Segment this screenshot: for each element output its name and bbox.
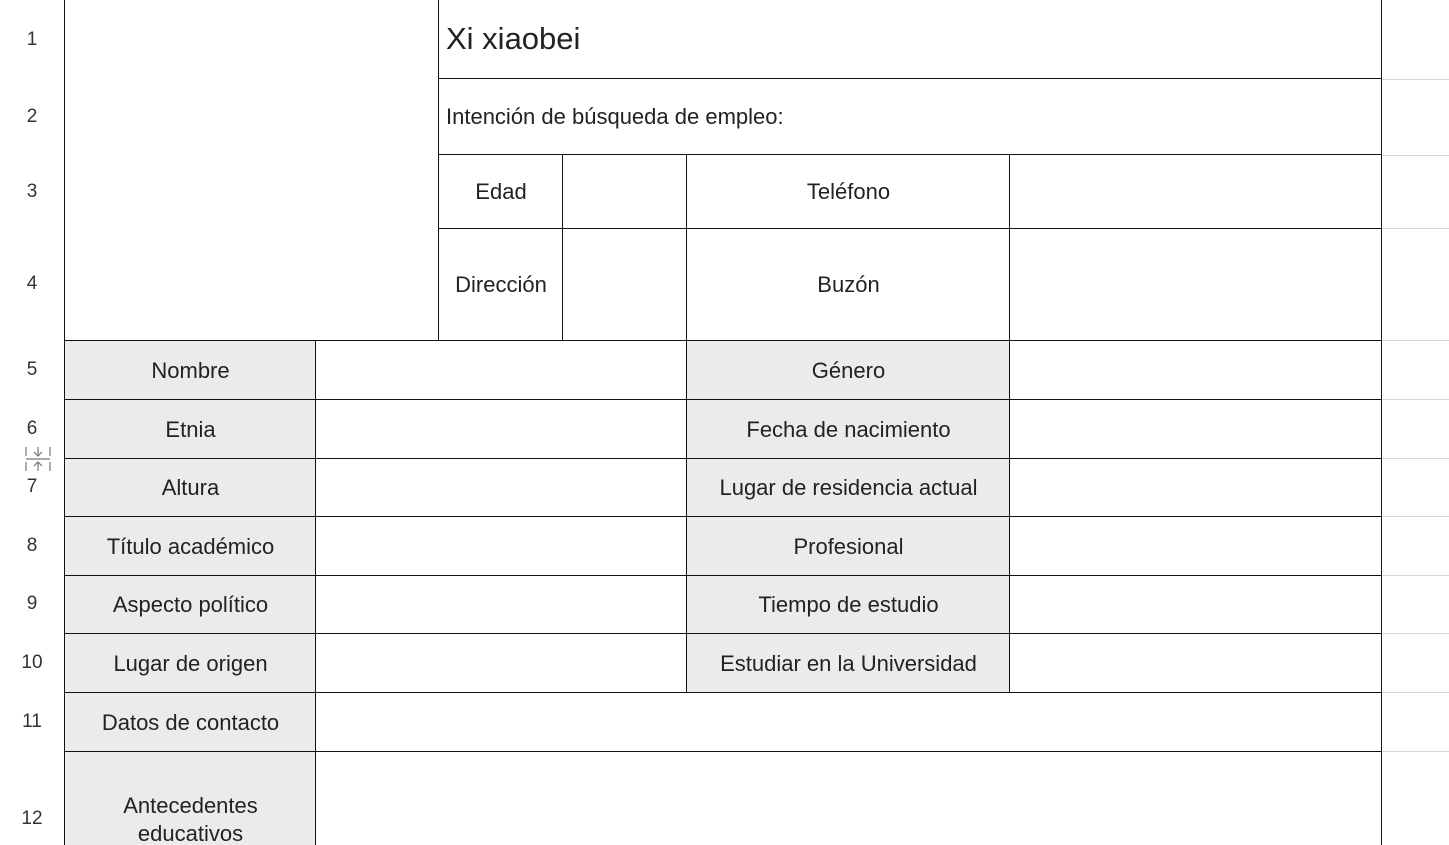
phone-value[interactable]: [1009, 154, 1382, 230]
degree-label[interactable]: Título académico: [64, 516, 317, 577]
row-header-7[interactable]: 7: [0, 458, 64, 516]
gender-value[interactable]: [1009, 340, 1382, 401]
job-intention[interactable]: Intención de búsqueda de empleo:: [438, 78, 1382, 156]
row-header-1[interactable]: 1: [0, 0, 64, 79]
major-value[interactable]: [1009, 516, 1382, 577]
age-label[interactable]: Edad: [438, 154, 564, 230]
mailbox-value[interactable]: [1009, 228, 1382, 342]
row-header-11[interactable]: 11: [0, 692, 64, 751]
residence-value[interactable]: [1009, 458, 1382, 518]
address-value[interactable]: [562, 228, 688, 342]
origin-label[interactable]: Lugar de origen: [64, 633, 317, 694]
major-label[interactable]: Profesional: [686, 516, 1011, 577]
study-time-label[interactable]: Tiempo de estudio: [686, 575, 1011, 635]
row-header-3[interactable]: 3: [0, 155, 64, 228]
gender-label[interactable]: Género: [686, 340, 1011, 401]
contact-value[interactable]: [315, 692, 1382, 753]
name-label[interactable]: Nombre: [64, 340, 317, 401]
political-value[interactable]: [315, 575, 688, 635]
height-label[interactable]: Altura: [64, 458, 317, 518]
political-label[interactable]: Aspecto político: [64, 575, 317, 635]
resume-name[interactable]: Xi xiaobei: [438, 0, 1382, 80]
row-header-4[interactable]: 4: [0, 228, 64, 340]
row-header-12[interactable]: 12: [0, 751, 64, 845]
address-label[interactable]: Dirección: [438, 228, 564, 342]
photo-area[interactable]: [64, 0, 440, 342]
height-value[interactable]: [315, 458, 688, 518]
degree-value[interactable]: [315, 516, 688, 577]
name-value[interactable]: [315, 340, 688, 401]
mailbox-label[interactable]: Buzón: [686, 228, 1011, 342]
phone-label[interactable]: Teléfono: [686, 154, 1011, 230]
university-label[interactable]: Estudiar en la Universidad: [686, 633, 1011, 694]
residence-label[interactable]: Lugar de residencia actual: [686, 458, 1011, 518]
row-header-9[interactable]: 9: [0, 575, 64, 633]
row-header-5[interactable]: 5: [0, 340, 64, 399]
row-header-8[interactable]: 8: [0, 516, 64, 575]
birthdate-value[interactable]: [1009, 399, 1382, 460]
row-header-2[interactable]: 2: [0, 79, 64, 155]
education-label[interactable]: Antecedentes educativos: [64, 751, 317, 845]
age-value[interactable]: [562, 154, 688, 230]
origin-value[interactable]: [315, 633, 688, 694]
study-time-value[interactable]: [1009, 575, 1382, 635]
ethnicity-value[interactable]: [315, 399, 688, 460]
ethnicity-label[interactable]: Etnia: [64, 399, 317, 460]
row-header-6[interactable]: 6: [0, 399, 64, 458]
university-value[interactable]: [1009, 633, 1382, 694]
row-resize-icon[interactable]: [24, 446, 52, 472]
contact-label[interactable]: Datos de contacto: [64, 692, 317, 753]
education-value[interactable]: [315, 751, 1382, 845]
row-header-10[interactable]: 10: [0, 633, 64, 692]
birthdate-label[interactable]: Fecha de nacimiento: [686, 399, 1011, 460]
